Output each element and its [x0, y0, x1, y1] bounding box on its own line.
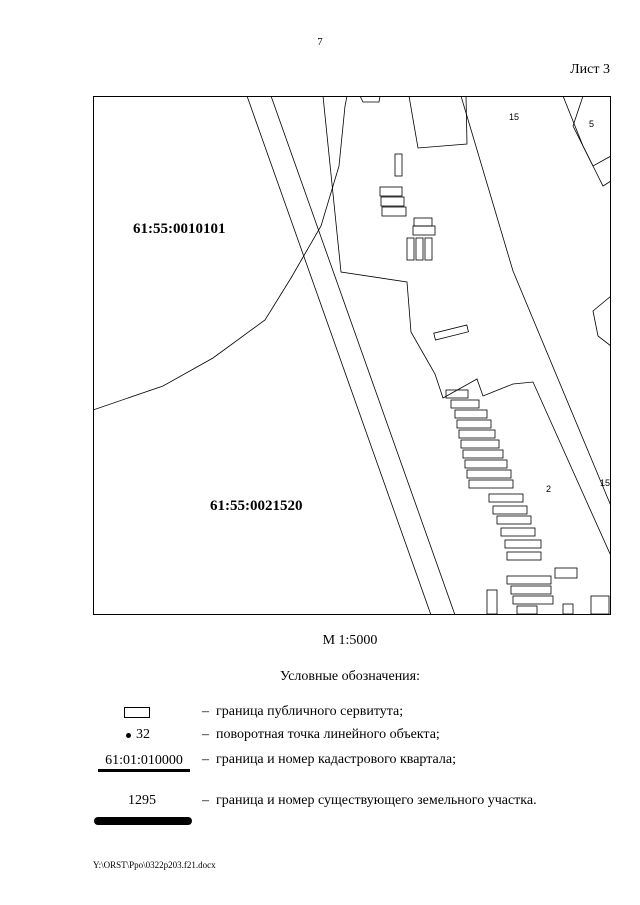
legend-item-land-parcel — [0, 793, 640, 829]
land-parcel-number: 1295 — [128, 793, 156, 808]
legend-dash: – — [202, 752, 209, 767]
easement-boundary-symbol — [124, 707, 150, 718]
parcel-label: 2 — [546, 484, 552, 494]
legend-dash: – — [202, 793, 209, 808]
legend-text: граница публичного сервитута; — [216, 704, 404, 719]
land-parcel-symbol — [94, 817, 192, 825]
legend-dash: – — [202, 704, 209, 719]
turning-point-symbol — [126, 733, 131, 738]
turning-point-number: 32 — [136, 727, 150, 742]
page-number: 7 — [317, 36, 323, 48]
legend-title: Условные обозначения: — [279, 669, 421, 684]
parcel-label: 15 — [600, 478, 611, 488]
cadastral-map — [93, 96, 611, 615]
legend-text: граница и номер существующего земельного участка. — [216, 793, 537, 808]
legend-dash: – — [202, 727, 209, 742]
parcel-label: 5 — [589, 119, 595, 129]
map-scale: М 1:5000 — [322, 633, 378, 648]
legend-item-turning-point — [0, 727, 640, 747]
quarter-number: 61:55:0010101 — [133, 221, 226, 237]
quarter-number: 61:55:0021520 — [210, 498, 303, 514]
legend-text: поворотная точка линейного объекта; — [216, 727, 440, 742]
legend-item-cadastral-quarter — [0, 752, 640, 772]
parcel-label: 15 — [509, 112, 520, 122]
map-border — [94, 97, 611, 615]
sheet-label: Лист 3 — [570, 62, 610, 77]
file-path: Y:\ORST\Ppo\0322p203.f21.docx — [93, 860, 216, 870]
cadastral-quarter-symbol: 61:01:010000 — [98, 752, 190, 772]
legend-item-easement — [0, 704, 640, 724]
legend-text: граница и номер кадастрового квартала; — [216, 752, 456, 767]
